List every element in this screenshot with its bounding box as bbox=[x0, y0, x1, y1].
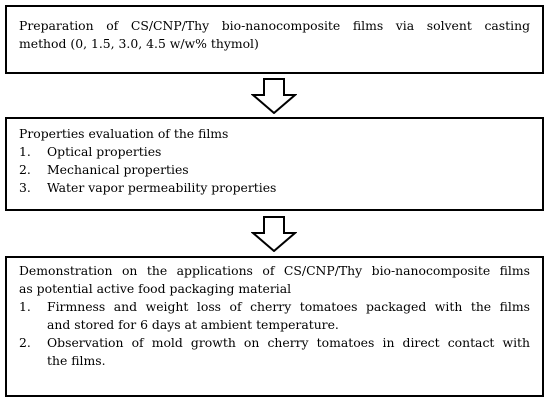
properties-list bbox=[19, 143, 530, 197]
step-heading: Properties evaluation of the films bbox=[19, 126, 229, 141]
list-item-text: Optical properties bbox=[47, 144, 162, 159]
list-item-line: the films. bbox=[47, 353, 106, 368]
list-item-text bbox=[47, 298, 530, 334]
list-item bbox=[19, 161, 530, 179]
list-item-number: 1. bbox=[19, 299, 31, 314]
list-item-number: 2. bbox=[19, 335, 31, 350]
list-item-line: Observation of mold growth on cherry tomatoes in direct contact with bbox=[47, 335, 530, 350]
list-item bbox=[19, 179, 530, 197]
list-item-number: 2. bbox=[19, 162, 31, 177]
list-item-text bbox=[47, 334, 530, 370]
step-heading bbox=[19, 262, 530, 298]
flow-step-preparation bbox=[5, 5, 544, 74]
list-item bbox=[19, 143, 530, 161]
list-item-line: Firmness and weight loss of cherry tomatoes packaged with the films bbox=[47, 299, 530, 314]
list-item bbox=[19, 334, 530, 370]
step-heading-line: as potential active food packaging material bbox=[19, 281, 292, 296]
list-item-line: and stored for 6 days at ambient temperature. bbox=[47, 317, 339, 332]
list-item bbox=[19, 298, 530, 334]
down-arrow-icon bbox=[251, 78, 297, 114]
applications-list bbox=[19, 298, 530, 370]
step-heading-line: Demonstration on the applications of CS/CNP/Thy bio-nanocomposite films bbox=[19, 263, 530, 278]
list-item-text: Water vapor permeability properties bbox=[47, 180, 277, 195]
flow-step-applications-demonstration bbox=[5, 256, 544, 397]
step-text-line: Preparation of CS/CNP/Thy bio-nanocomposite films via solvent casting bbox=[19, 18, 530, 33]
list-item-number: 3. bbox=[19, 180, 31, 195]
down-arrow-icon bbox=[251, 216, 297, 252]
flow-step-properties-evaluation bbox=[5, 117, 544, 211]
list-item-number: 1. bbox=[19, 144, 31, 159]
list-item-text: Mechanical properties bbox=[47, 162, 189, 177]
step-text-line: method (0, 1.5, 3.0, 4.5 w/w% thymol) bbox=[19, 36, 259, 51]
